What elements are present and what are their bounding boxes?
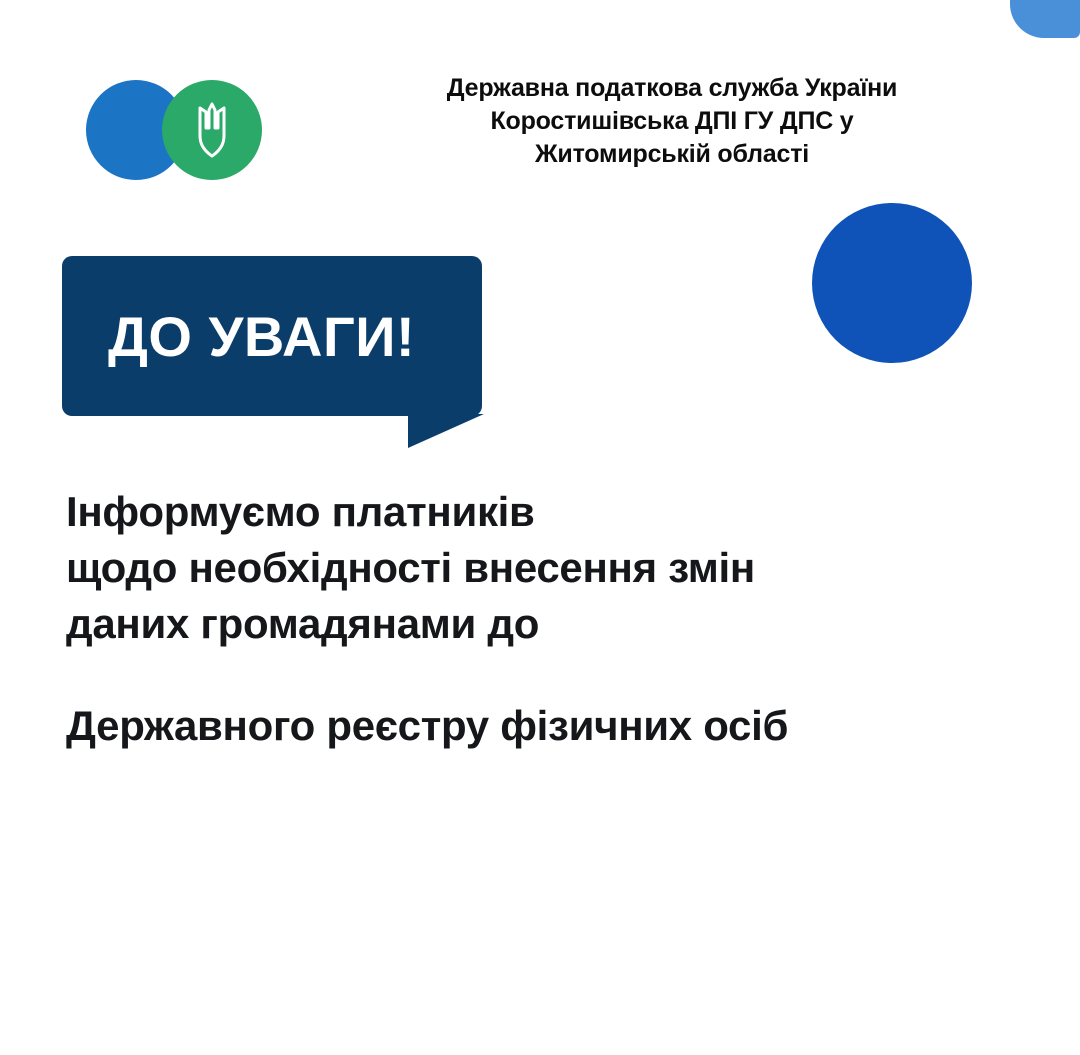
attention-banner <box>62 256 482 446</box>
body-text <box>66 484 1056 754</box>
paragraph-1 <box>66 484 1056 652</box>
ukraine-trident-emblem <box>191 102 233 158</box>
header-title-line-2: Коростишівська ДПІ ГУ ДПС у <box>490 107 854 135</box>
header-title <box>352 72 992 171</box>
blue-circle-decoration <box>812 203 972 363</box>
attention-bubble-tail <box>408 414 484 448</box>
agency-logo <box>86 80 330 180</box>
paragraph-1-line-2: щодо необхідності внесення змін <box>66 544 755 591</box>
header-title-line-1: Державна податкова служба України <box>446 74 898 102</box>
attention-label: ДО УВАГИ! <box>108 304 416 368</box>
paragraph-1-line-1: Інформуємо платників <box>66 488 535 535</box>
paragraph-2-line-1: Державного реєстру фізичних осіб <box>66 702 789 749</box>
header <box>0 72 1080 202</box>
header-title-line-3: Житомирській області <box>535 140 809 168</box>
paragraph-2 <box>66 698 1056 754</box>
corner-decoration-shape <box>1010 0 1080 38</box>
logo-green-circle <box>162 80 262 180</box>
paragraph-1-line-3: даних громадянами до <box>66 600 540 647</box>
